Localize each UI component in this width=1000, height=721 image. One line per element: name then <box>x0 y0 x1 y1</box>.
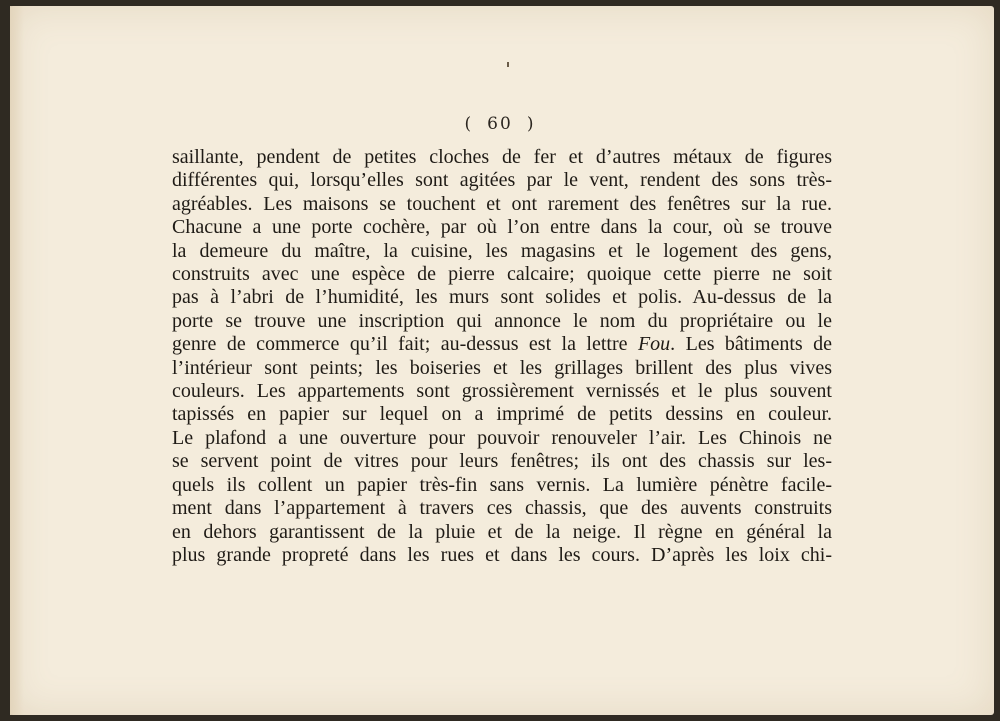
text-line: porte se trouve une inscription qui annonce le nom du propriétaire ou le <box>172 309 832 332</box>
text-line: Le plafond a une ouverture pour pouvoir renouveler l’air. Les Chinois ne <box>172 426 832 449</box>
page-number-open-paren: ( <box>464 114 474 134</box>
page-number-close-paren: ) <box>526 114 536 134</box>
text-line: différentes qui, lorsqu’elles sont agitées par le vent, rendent des sons très- <box>172 169 832 192</box>
text-line: couleurs. Les appartements sont grossièrement vernissés et le plus souvent <box>172 380 832 403</box>
text-line: pas à l’abri de l’humidité, les murs sont solides et polis. Au-dessus de la <box>172 286 832 309</box>
text-line: en dehors garantissent de la pluie et de la neige. Il règne en général la <box>172 520 832 543</box>
text-line: se servent point de vitres pour leurs fenêtres; ils ont des chassis sur les- <box>172 450 832 473</box>
text-line: ment dans l’appartement à travers ces chassis, que des auvents construits <box>172 497 832 520</box>
text-line: plus grande propreté dans les rues et dans les cours. D’après les loix chi- <box>172 543 832 566</box>
text-line: Chacune a une porte cochère, par où l’on entre dans la cour, où se trouve <box>172 216 832 239</box>
text-line: quels ils collent un papier très-fin sans vernis. La lumière pénètre facile- <box>172 473 832 496</box>
text-line: la demeure du maître, la cuisine, les magasins et le logement des gens, <box>172 239 832 262</box>
text-line: tapissés en papier sur lequel on a imprimé de petits dessins en couleur. <box>172 403 832 426</box>
italic-word: Fou <box>637 333 671 356</box>
page-edge-shadow <box>10 6 24 715</box>
text-line: saillante, pendent de petites cloches de fer et d’autres métaux de figures <box>172 146 832 168</box>
book-page <box>10 6 994 715</box>
text-line: genre de commerce qu’il fait; au-dessus est la lettre Fou. Les bâtiments de <box>172 333 832 356</box>
ink-speck <box>507 62 509 67</box>
body-text <box>172 146 832 567</box>
page-number <box>430 114 570 134</box>
text-line: construits avec une espèce de pierre calcaire; quoique cette pierre ne soit <box>172 263 832 286</box>
text-line: l’intérieur sont peints; les boiseries et les grillages brillent des plus vives <box>172 356 832 379</box>
page-number-value: 60 <box>487 114 513 134</box>
text-line: agréables. Les maisons se touchent et ont rarement des fenêtres sur la rue. <box>172 192 832 215</box>
